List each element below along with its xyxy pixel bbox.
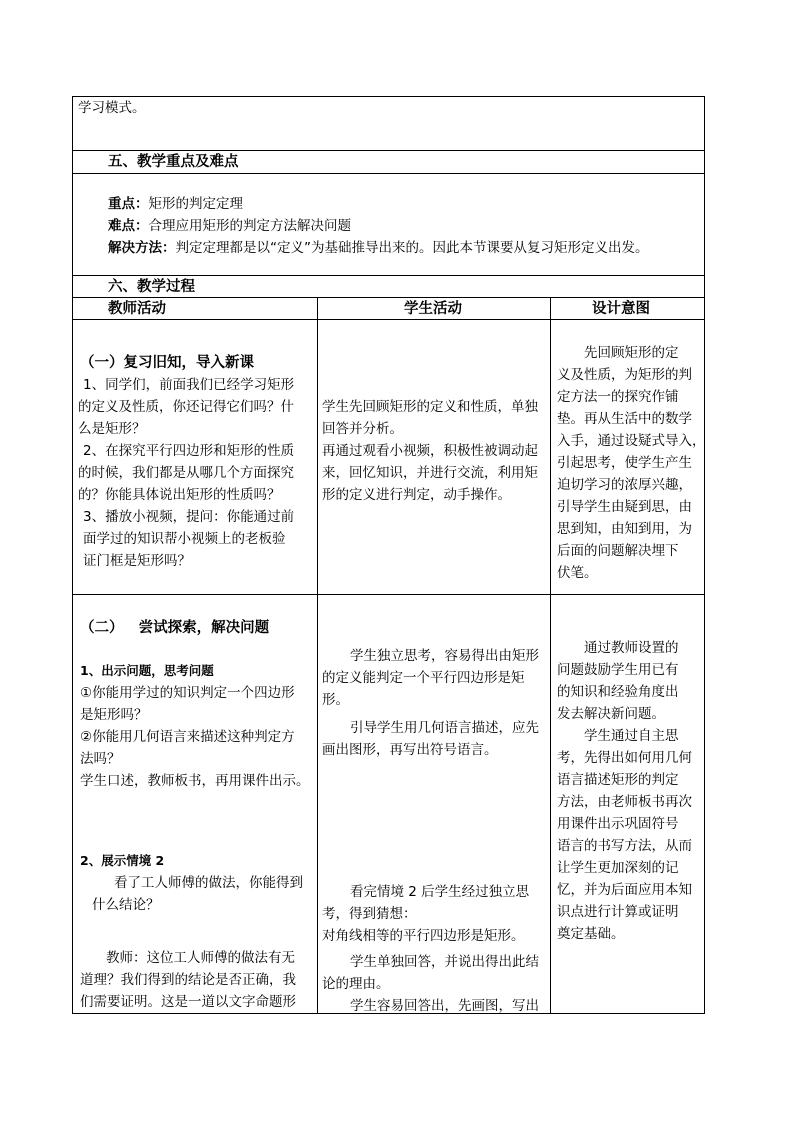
col-header-intent: 设计意图 xyxy=(592,301,650,317)
text-line: 先回顾矩形的定 xyxy=(584,345,679,361)
text-line: 画出图形，再写出符号语言。 xyxy=(322,742,498,758)
table-border-top xyxy=(72,96,705,97)
table-border-row xyxy=(72,173,705,174)
row2-teacher-title: （二） 尝试探索，解决问题 xyxy=(80,620,270,636)
text-line: 什么结论？ xyxy=(92,897,160,913)
text-line: 伏笔。 xyxy=(557,565,598,581)
text-line: 2、在探究平行四边形和矩形的性质 xyxy=(83,443,295,459)
text-line: 奠定基础。 xyxy=(557,926,625,942)
difficult-point xyxy=(108,215,351,237)
top-text: 学习模式。 xyxy=(78,100,146,116)
table-border-right xyxy=(704,96,705,1014)
text-line: 的时候，我们都是从哪几个方面探究 xyxy=(78,465,294,481)
text-line: 语言的书写方法，从而 xyxy=(557,838,692,854)
text-line: 教师：这位工人师傅的做法有无 xyxy=(106,950,295,966)
difficult-point-text: 合理应用矩形的判定方法解决问题 xyxy=(148,218,351,234)
text-line: 的？你能具体说出矩形的性质吗？ xyxy=(78,487,281,503)
text-line: 考，得到猜想： xyxy=(322,906,417,922)
text-line: 语言描述矩形的判定 xyxy=(557,772,679,788)
text-line: 发去解决新问题。 xyxy=(557,706,665,722)
text-line: 来，回忆知识，并进行交流，利用矩 xyxy=(322,465,538,481)
text-line: 形。 xyxy=(322,692,349,708)
text-line: 道理？我们得到的结论是否正确，我 xyxy=(80,972,296,988)
text-line: 论的理由。 xyxy=(322,976,390,992)
solution-method xyxy=(108,237,649,259)
text-line: 再通过观看小视频，积极性被调动起 xyxy=(322,443,538,459)
row2-scenario-title: 2、展示情境 2 xyxy=(80,853,165,868)
text-line: 学生单独回答，并说出得出此结 xyxy=(350,954,539,970)
text-line: 垫。再从生活中的数学 xyxy=(557,411,692,427)
solution-method-text: 判定定理都是以“定义”为基础推导出来的。因此本节课要从复习矩形定义出发。 xyxy=(175,240,649,256)
text-line: 对角线相等的平行四边形是矩形。 xyxy=(322,928,525,944)
table-border-col xyxy=(317,297,318,1014)
text-line: 回答并分析。 xyxy=(322,421,403,437)
table-border-col xyxy=(550,297,551,1014)
text-line: 么是矩形？ xyxy=(78,421,146,437)
difficult-point-label: 难点： xyxy=(108,218,149,234)
solution-method-label: 解决方法： xyxy=(108,240,176,256)
table-border-left xyxy=(72,96,73,1014)
text-line: 引导学生用几何语言描述，应先 xyxy=(350,720,539,736)
text-line: 证门框是矩形吗？ xyxy=(83,553,191,569)
text-line: ①你能用学过的知识判定一个四边形 xyxy=(80,685,295,701)
text-line: 通过教师设置的 xyxy=(584,640,679,656)
text-line: 1、同学们，前面我们已经学习矩形 xyxy=(83,377,295,393)
text-line: 识点进行计算或证明 xyxy=(557,904,679,920)
text-line: 问题鼓励学生用已有 xyxy=(557,662,679,678)
key-point xyxy=(108,193,243,215)
section5-heading: 五、教学重点及难点 xyxy=(108,154,239,170)
text-line: 引起思考，使学生产生 xyxy=(557,455,692,471)
text-line: 形的定义进行判定，动手操作。 xyxy=(322,487,511,503)
text-line: ②你能用几何语言来描述这种判定方 xyxy=(80,729,295,745)
text-line: 学生独立思考，容易得出由矩形 xyxy=(350,648,539,664)
col-header-teacher: 教师活动 xyxy=(108,301,166,317)
text-line: 看完情境 2 后学生经过独立思 xyxy=(350,884,530,900)
text-line: 学生容易回答出，先画图，写出 xyxy=(350,998,539,1014)
text-line: 3、播放小视频，提问：你能通过前 xyxy=(83,509,295,525)
text-line: 学生口述，教师板书，再用课件出示。 xyxy=(80,773,310,789)
text-line: 看了工人师傅的做法，你能得到 xyxy=(114,875,303,891)
text-line: 是矩形吗？ xyxy=(80,707,148,723)
text-line: 思到知，由知到用，为 xyxy=(557,521,692,537)
text-line: 后面的问题解决埋下 xyxy=(557,543,679,559)
text-line: 义及性质，为矩形的判 xyxy=(557,367,692,383)
row2-question-title: 1、出示问题，思考问题 xyxy=(80,663,214,678)
table-border-row xyxy=(72,594,705,595)
text-line: 法吗？ xyxy=(80,751,121,767)
text-line: 们需要证明。这是一道以文字命题形 xyxy=(80,994,296,1010)
col-header-student: 学生活动 xyxy=(404,301,462,317)
text-line: 入手，通过设疑式导入， xyxy=(557,433,706,449)
row1-teacher-title: （一）复习旧知，导入新课 xyxy=(80,355,254,371)
text-line: 迫切学习的浓厚兴趣， xyxy=(557,477,692,493)
text-line: 引导学生由疑到思，由 xyxy=(557,499,692,515)
section6-heading: 六、教学过程 xyxy=(108,279,195,295)
key-point-text: 矩形的判定定理 xyxy=(148,196,243,212)
text-line: 方法，由老师板书再次 xyxy=(557,794,692,810)
text-line: 定方法一的探究作铺 xyxy=(557,389,679,405)
text-line: 忆，并为后面应用本知 xyxy=(557,882,692,898)
text-line: 的定义及性质，你还记得它们吗？什 xyxy=(78,399,294,415)
text-line: 用课件出示巩固符号 xyxy=(557,816,679,832)
text-line: 的定义能判定一个平行四边形是矩 xyxy=(322,670,525,686)
text-line: 的知识和经验角度出 xyxy=(557,684,679,700)
text-line: 面学过的知识帮小视频上的老板验 xyxy=(83,531,286,547)
text-line: 学生通过自主思 xyxy=(584,728,679,744)
text-line: 学生先回顾矩形的定义和性质，单独 xyxy=(322,399,538,415)
key-point-label: 重点： xyxy=(108,196,149,212)
text-line: 让学生更加深刻的记 xyxy=(557,860,679,876)
text-line: 考，先得出如何用几何 xyxy=(557,750,692,766)
